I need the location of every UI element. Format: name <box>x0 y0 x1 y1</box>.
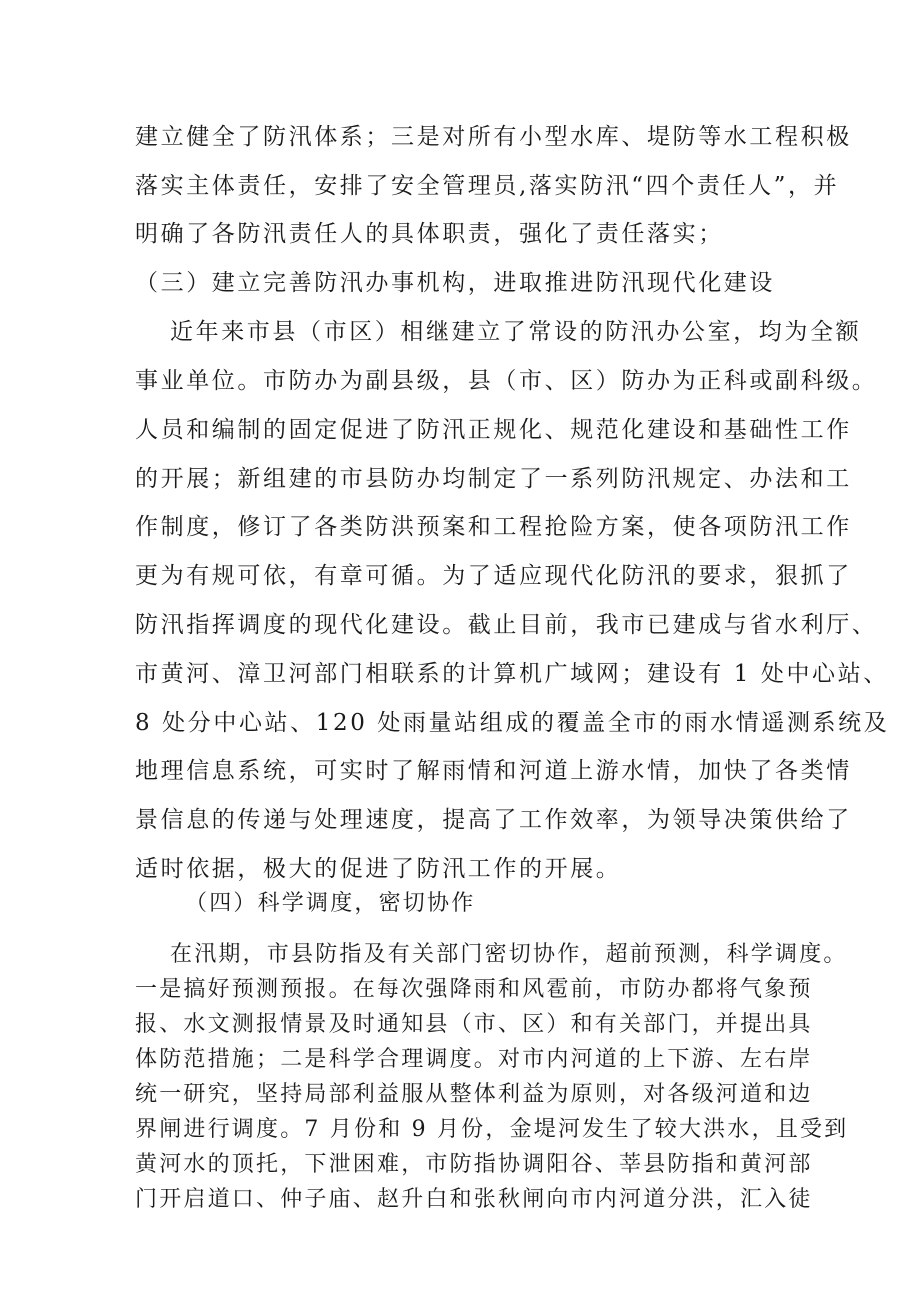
body-text-line: 界闸进行调度。7 月份和 9 月份，金堤河发生了较大洪水，且受到 <box>135 1117 849 1142</box>
body-text-line: 明确了各防汛责任人的具体职责，强化了责任落实； <box>135 221 724 247</box>
body-text-line: 报、水文测报情景及时通知县（市、区）和有关部门，并提出具 <box>135 1012 813 1037</box>
body-text-line: 在汛期，市县防指及有关部门密切协作，超前预测，科学调度。 <box>170 942 848 967</box>
body-text-line: 体防范措施；二是科学合理调度。对市内河道的上下游、左右岸 <box>135 1047 813 1072</box>
body-text-line: 景信息的传递与处理速度，提高了工作效率，为领导决策供给了 <box>135 807 852 833</box>
body-text-line: 适时依据，极大的促进了防汛工作的开展。 <box>135 856 622 882</box>
body-text-line: 防汛指挥调度的现代化建设。截止目前，我市已建成与省水利厅、 <box>135 612 878 638</box>
body-text-line: 地理信息系统，可实时了解雨情和河道上游水情，加快了各类情 <box>135 758 852 784</box>
body-text-line: 门开启道口、仲子庙、赵升白和张秋闸向市内河道分洪，汇入徒 <box>135 1187 813 1212</box>
body-text-line: 落实主体责任，安排了安全管理员,落实防汛“四个责任人”，并 <box>135 173 840 199</box>
body-text-line: 事业单位。市防办为副县级，县（市、区）防办为正科或副科级。 <box>135 368 878 394</box>
section-heading-3: （三）建立完善防汛办事机构，进取推进防汛现代化建设 <box>135 270 775 296</box>
body-text-line: 市黄河、漳卫河部门相联系的计算机广域网；建设有 1 处中心站、 <box>135 661 889 687</box>
body-text-line: 的开展；新组建的市县防办均制定了一系列防汛规定、办法和工 <box>135 466 852 492</box>
body-text-line: 统一研究，坚持局部利益服从整体利益为原则，对各级河道和边 <box>135 1082 813 1107</box>
body-text-line: 更为有规可依，有章可循。为了适应现代化防汛的要求，狠抓了 <box>135 563 852 589</box>
body-text-line: 建立健全了防汛体系；三是对所有小型水库、堤防等水工程积极 <box>135 124 852 150</box>
body-text-line: 作制度，修订了各类防洪预案和工程抢险方案，使各项防汛工作 <box>135 514 852 540</box>
body-text-line: 近年来市县（市区）相继建立了常设的防汛办公室，均为全额 <box>170 319 862 345</box>
section-heading-4: （四）科学调度，密切协作 <box>185 891 476 916</box>
body-text-line: 人员和编制的固定促进了防汛正规化、规范化建设和基础性工作 <box>135 417 852 443</box>
body-text-line: 一是搞好预测预报。在每次强降雨和风雹前，市防办都将气象预 <box>135 977 813 1002</box>
body-text-line: 8 处分中心站、120 处雨量站组成的覆盖全市的雨水情遥测系统及 <box>135 710 890 736</box>
body-text-line: 黄河水的顶托，下泄困难，市防指协调阳谷、莘县防指和黄河部 <box>135 1152 813 1177</box>
